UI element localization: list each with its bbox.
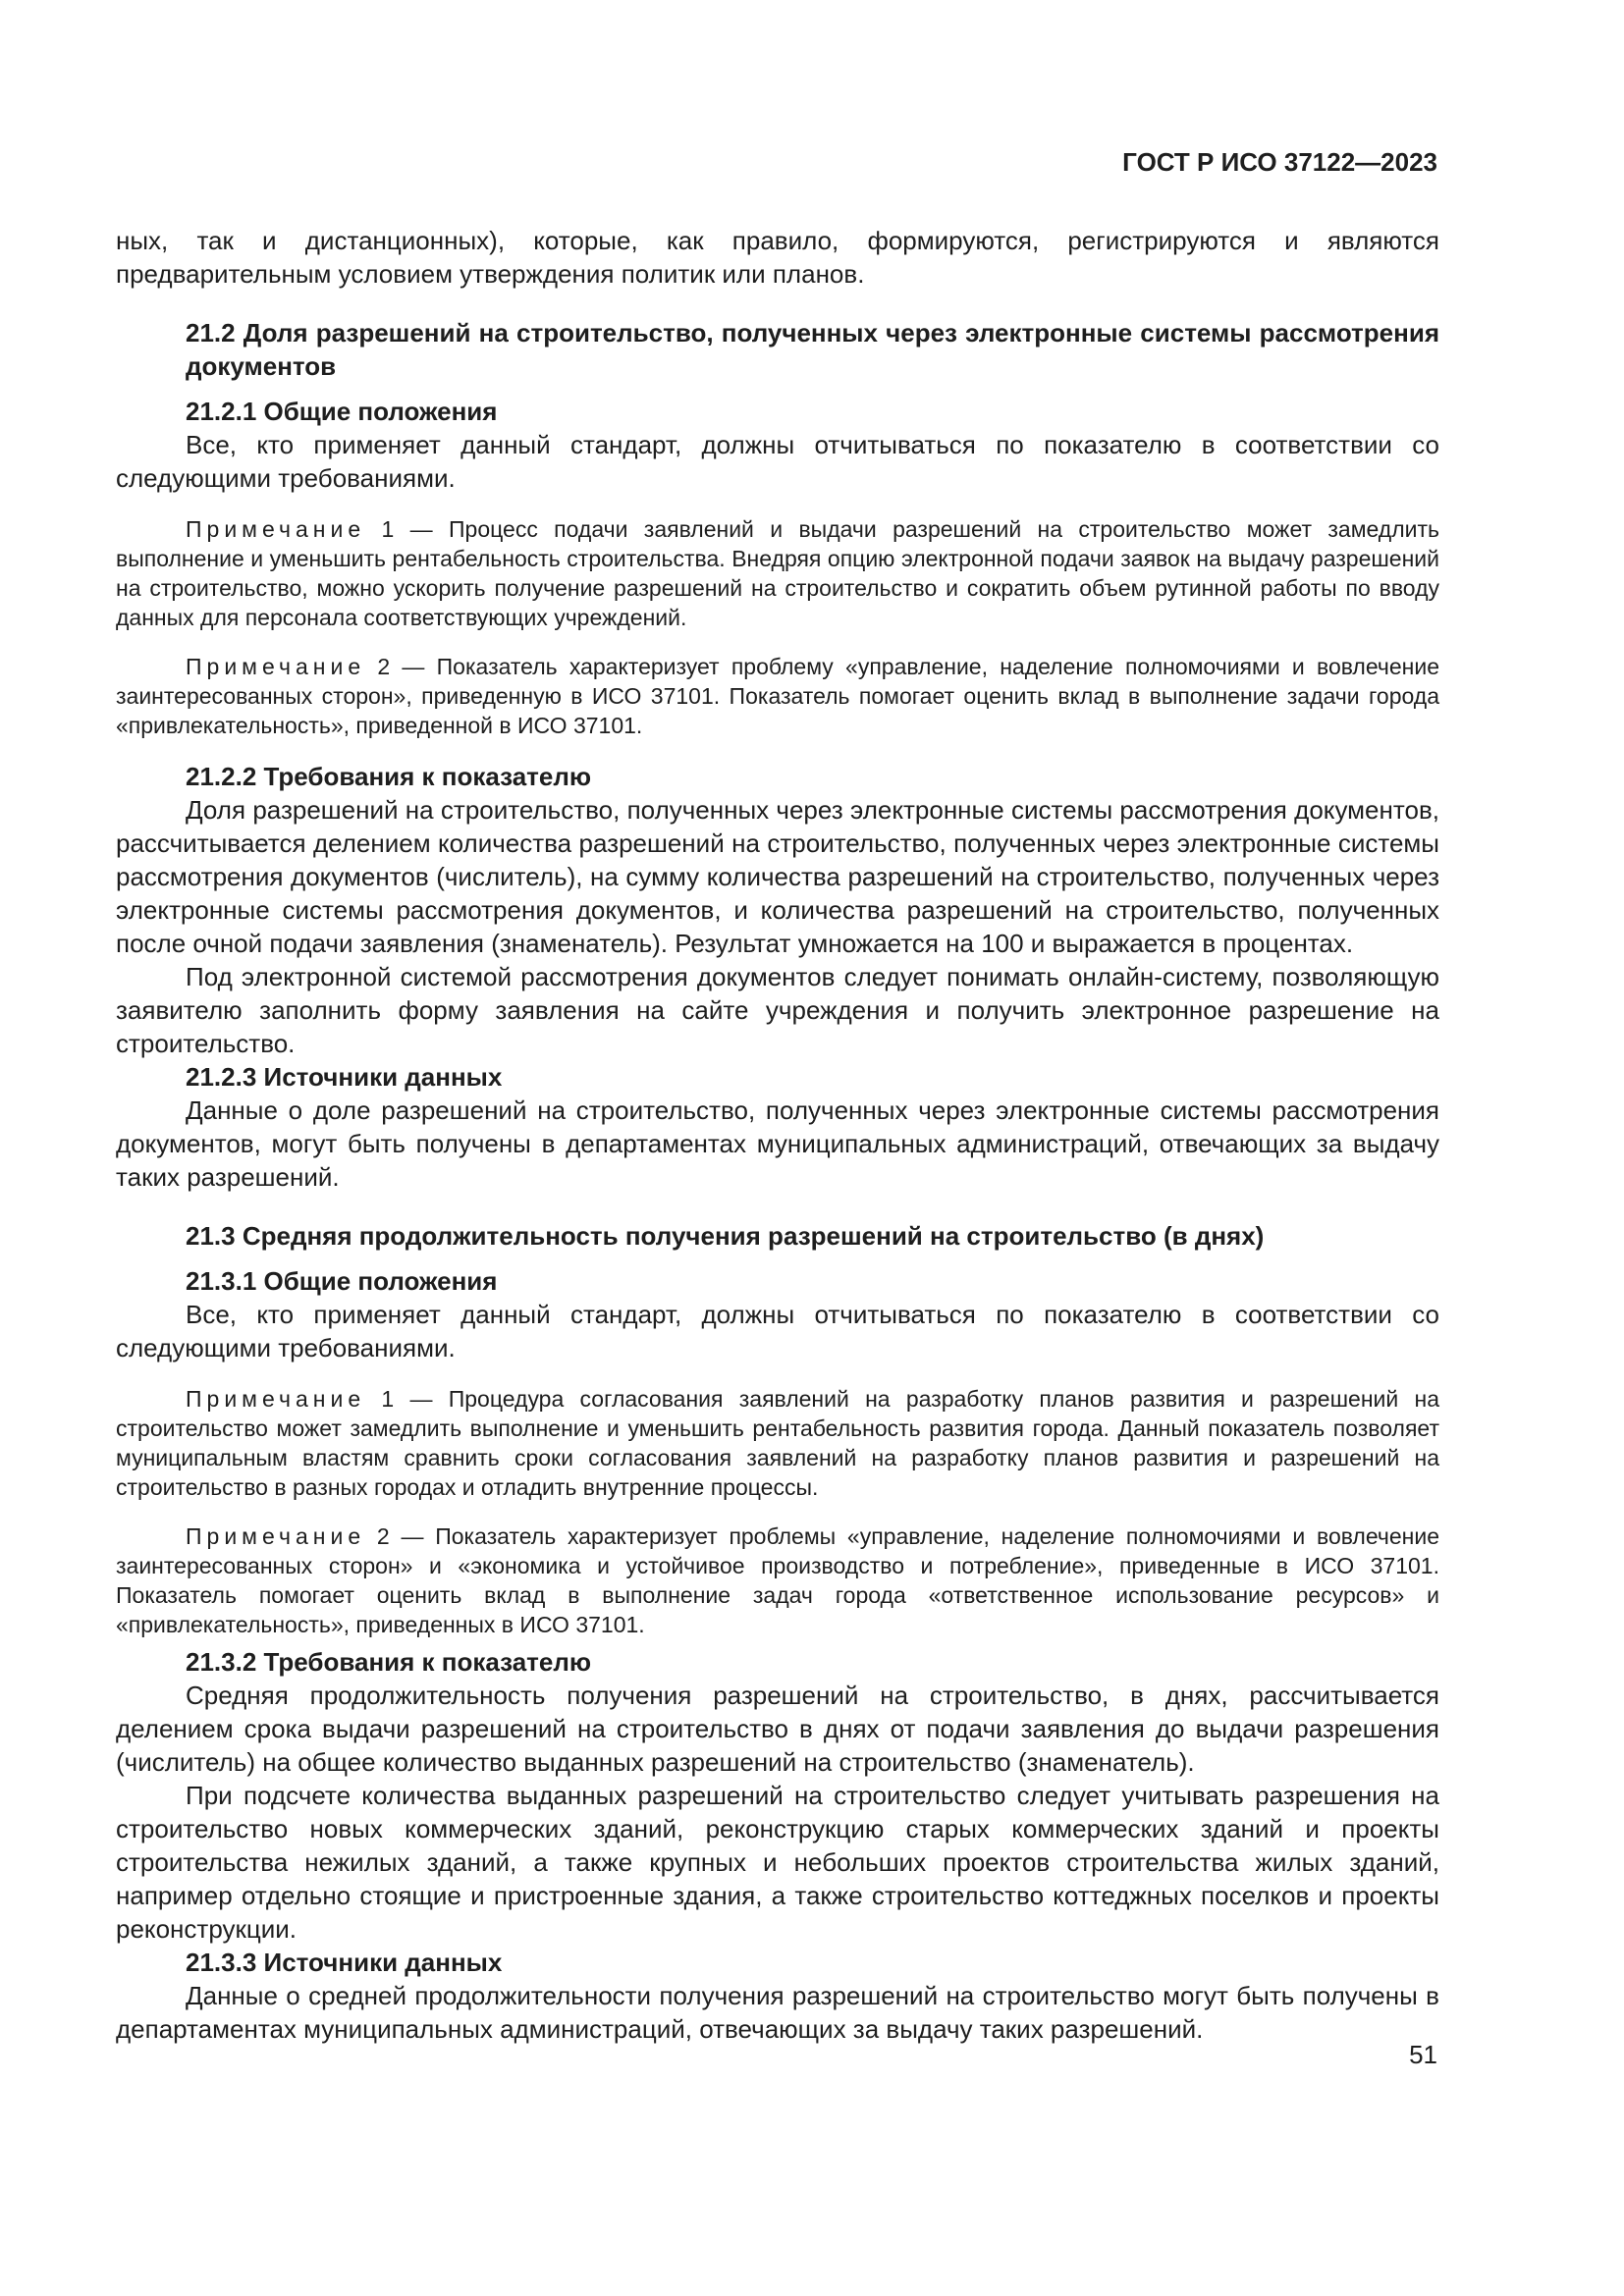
section-21-2-2-paragraph-2: Под электронной системой рассмотрения документов следует понимать онлайн-систему, позволяющую заявителю заполнить форму заявления на сайте учреждения и получить электронное разрешение на строительство. xyxy=(116,962,1439,1058)
section-21-3-2-paragraph-1: Средняя продолжительность получения разрешений на строительство, в днях, рассчитывается делением срока выдачи разрешений на строительство в днях от подачи заявления до выдачи разрешения (числитель) на общее количество выданных разрешений на строительство (знаменатель). xyxy=(116,1681,1439,1777)
section-21-2-1-title: 21.2.1 Общие положения xyxy=(186,397,498,426)
section-21-3-2-title: 21.3.2 Требования к показателю xyxy=(186,1647,592,1677)
note-text: 2 — Показатель характеризует проблему «управление, наделение полномочиями и вовлечение заинтересованных сторон», приведенную в ИСО 37101. Показатель помогает оценить вклад в выполнение задачи города «привлекательность», приведенной в ИСО 37101. xyxy=(116,654,1439,738)
note-label: Примечание xyxy=(186,654,366,679)
section-21-2-2-paragraph-1: Доля разрешений на строительство, полученных через электронные системы рассмотрения документов, рассчитывается делением количества разрешений на строительство, полученных через электронные системы рассмотрения документов (числитель), на сумму количества разрешений на строительство, полученных через электронные системы рассмотрения документов, и количества разрешений на строительство, полученных после очной подачи заявления (знаменатель). Результат умножается на 100 и выражается в процентах. xyxy=(116,795,1439,958)
section-21-2-note-2 xyxy=(116,652,1439,740)
section-21-3-title: 21.3 Средняя продолжительность получения разрешений на строительство (в днях) xyxy=(186,1221,1265,1251)
section-21-3-3-title: 21.3.3 Источники данных xyxy=(186,1948,503,1977)
note-text: 2 — Показатель характеризует проблемы «управление, наделение полномочиями и вовлечение заинтересованных сторон» и «экономика и устойчивое производство и потребление», приведенные в ИСО 37101. Показатель помогает оценить вклад в выполнение задач города «ответственное использование ресурсов» и «привлекательность», приведенных в ИСО 37101. xyxy=(116,1523,1439,1637)
note-label: Примечание xyxy=(186,1386,366,1412)
section-21-3-note-1 xyxy=(116,1384,1439,1502)
section-21-3-3-paragraph: Данные о средней продолжительности получения разрешений на строительство могут быть получены в департаментах муниципальных администраций, отвечающих за выдачу таких разрешений. xyxy=(116,1981,1439,2044)
section-21-3-1-title: 21.3.1 Общие положения xyxy=(186,1266,498,1296)
note-text: 1 — Процесс подачи заявлений и выдачи разрешений на строительство может замедлить выполнение и уменьшить рентабельность строительства. Внедряя опцию электронной подачи заявок на выдачу разрешений на строительство, можно ускорить получение разрешений на строительство и сократить объем рутинной работы по вводу данных для персонала соответствующих учреждений. xyxy=(116,516,1439,630)
section-21-2-title: 21.2 Доля разрешений на строительство, полученных через электронные системы рассмотрения документов xyxy=(186,318,1439,381)
standard-code-header: ГОСТ Р ИСО 37122—2023 xyxy=(1122,147,1437,177)
section-21-3-note-2 xyxy=(116,1522,1439,1639)
note-label: Примечание xyxy=(186,1523,366,1549)
page-number: 51 xyxy=(1409,2040,1437,2069)
note-label: Примечание xyxy=(186,516,366,542)
section-21-2-3-title: 21.2.3 Источники данных xyxy=(186,1062,503,1092)
note-text: 1 — Процедура согласования заявлений на разработку планов развития и разрешений на строительство может замедлить выполнение и уменьшить рентабельность развития города. Данный показатель позволяет муниципальным властям сравнить сроки согласования заявлений на разработку планов развития и разрешений на строительство в разных городах и отладить внутренние процессы. xyxy=(116,1386,1439,1500)
section-21-3-1-paragraph: Все, кто применяет данный стандарт, должны отчитываться по показателю в соответствии со следующими требованиями. xyxy=(116,1300,1439,1362)
section-21-2-3-paragraph: Данные о доле разрешений на строительство, полученных через электронные системы рассмотрения документов, могут быть получены в департаментах муниципальных администраций, отвечающих за выдачу таких разрешений. xyxy=(116,1095,1439,1192)
section-21-2-1-paragraph: Все, кто применяет данный стандарт, должны отчитываться по показателю в соответствии со следующими требованиями. xyxy=(116,430,1439,493)
section-21-2-2-title: 21.2.2 Требования к показателю xyxy=(186,762,592,791)
section-21-2-note-1 xyxy=(116,514,1439,632)
section-21-3-2-paragraph-2: При подсчете количества выданных разрешений на строительство следует учитывать разрешения на строительство новых коммерческих зданий, реконструкцию старых коммерческих зданий и проекты строительства нежилых зданий, а также крупных и небольших проектов строительства жилых зданий, например отдельно стоящие и пристроенные здания, а также строительство коттеджных поселков и проекты реконструкции. xyxy=(116,1781,1439,1944)
intro-paragraph: ных, так и дистанционных), которые, как правило, формируются, регистрируются и являются предварительным условием утверждения политик или планов. xyxy=(116,226,1439,289)
document-body xyxy=(116,224,1439,2046)
